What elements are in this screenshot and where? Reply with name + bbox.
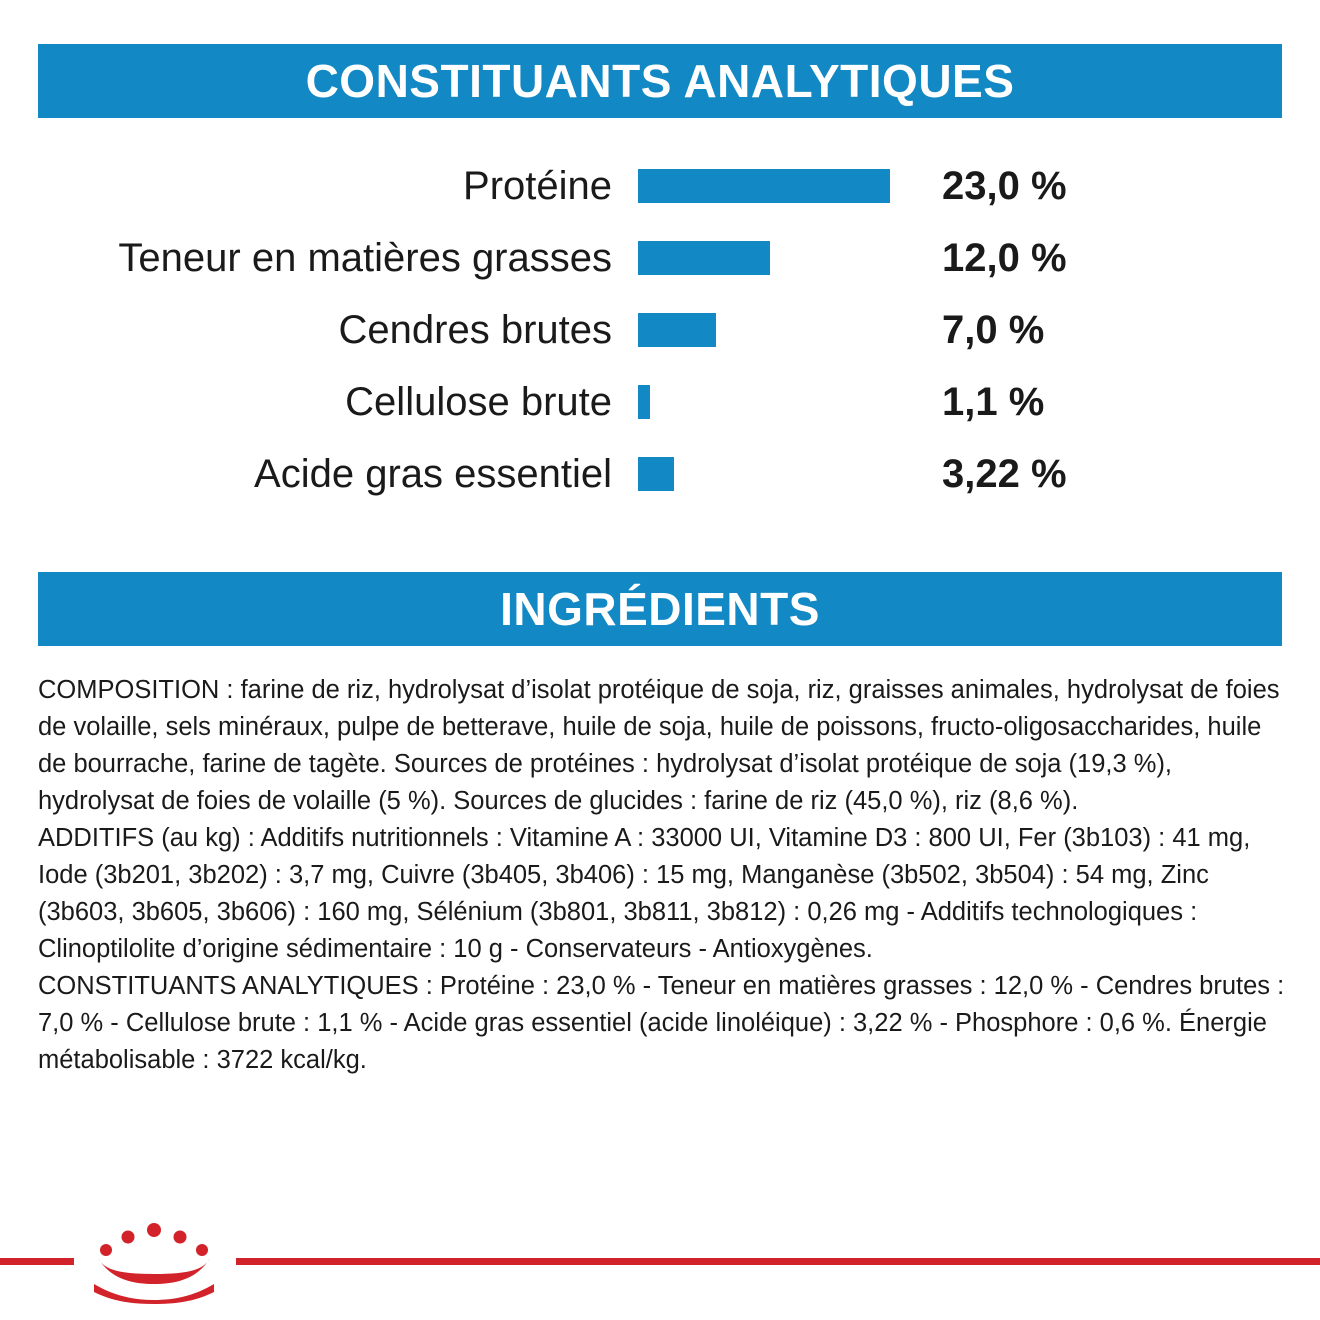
chart-row [38,294,1282,366]
chart-bar-track [638,241,928,275]
chart-bar [638,169,890,203]
chart-row [38,150,1282,222]
chart-bar [638,385,650,419]
chart-label: Acide gras essentiel [254,451,612,496]
chart-bar [638,457,674,491]
ingredients-paragraph-analytical: CONSTITUANTS ANALYTIQUES : Protéine : 23,0 % - Teneur en matières grasses : 12,0 % - Cendres brutes : 7,0 % - Cellulose brute : 1,1 % - Acide gras essentiel (acide linoléique) : 3,22 % - Phosphore : 0,6 %. Énergie métabolisable : 3722 kcal/kg. [38,972,1285,1074]
chart-row [38,222,1282,294]
chart-value: 23,0 % [942,163,1067,208]
chart-row [38,366,1282,438]
ingredients-paragraph-additives: ADDITIFS (au kg) : Additifs nutritionnels : Vitamine A : 33000 UI, Vitamine D3 : 800 UI, Fer (3b103) : 41 mg, Iode (3b201, 3b202) : 3,7 mg, Cuivre (3b405, 3b406) : 15 mg, Manganèse (3b502, 3b504) : 54 mg, Zinc (3b603, 3b605, 3b606) : 160 mg, Sélénium (3b801, 3b811, 3b812) : 0,26 mg - Additifs technologiques : Clinoptilolite d’origine sédimentaire : 10 g - Conservateurs - Antioxygènes. [38,824,1251,963]
chart-value: 1,1 % [942,379,1045,424]
page-footer [0,1206,1320,1320]
chart-row [38,438,1282,510]
chart-label: Teneur en matières grasses [118,235,612,280]
analytical-constituents-header: CONSTITUANTS ANALYTIQUES [38,44,1282,118]
ingredients-body [38,672,1286,1079]
chart-value: 12,0 % [942,235,1067,280]
ingredients-header: INGRÉDIENTS [38,572,1282,646]
chart-bar-track [638,313,928,347]
chart-value: 7,0 % [942,307,1045,352]
analytical-constituents-chart [38,150,1282,550]
chart-bar [638,313,716,347]
footer-rule-left [0,1258,74,1265]
royal-canin-crown-logo [84,1222,224,1304]
chart-bar-track [638,385,928,419]
footer-rule-right [236,1258,1320,1265]
chart-value: 3,22 % [942,451,1067,496]
ingredients-paragraph-composition: COMPOSITION : farine de riz, hydrolysat d’isolat protéique de soja, riz, graisses animales, hydrolysat de foies de volaille, sels minéraux, pulpe de betterave, huile de soja, huile de poissons, fructo-oligosaccharides, huile de bourrache, farine de tagète. Sources de protéines : hydrolysat d’isolat protéique de soja (19,3 %), hydrolysat de foies de volaille (5 %). Sources de glucides : farine de riz (45,0 %), riz (8,6 %). [38,676,1280,815]
chart-label: Protéine [463,163,612,208]
chart-label: Cellulose brute [345,379,612,424]
chart-bar-track [638,457,928,491]
chart-label: Cendres brutes [338,307,612,352]
chart-bar-track [638,169,928,203]
chart-bar [638,241,770,275]
